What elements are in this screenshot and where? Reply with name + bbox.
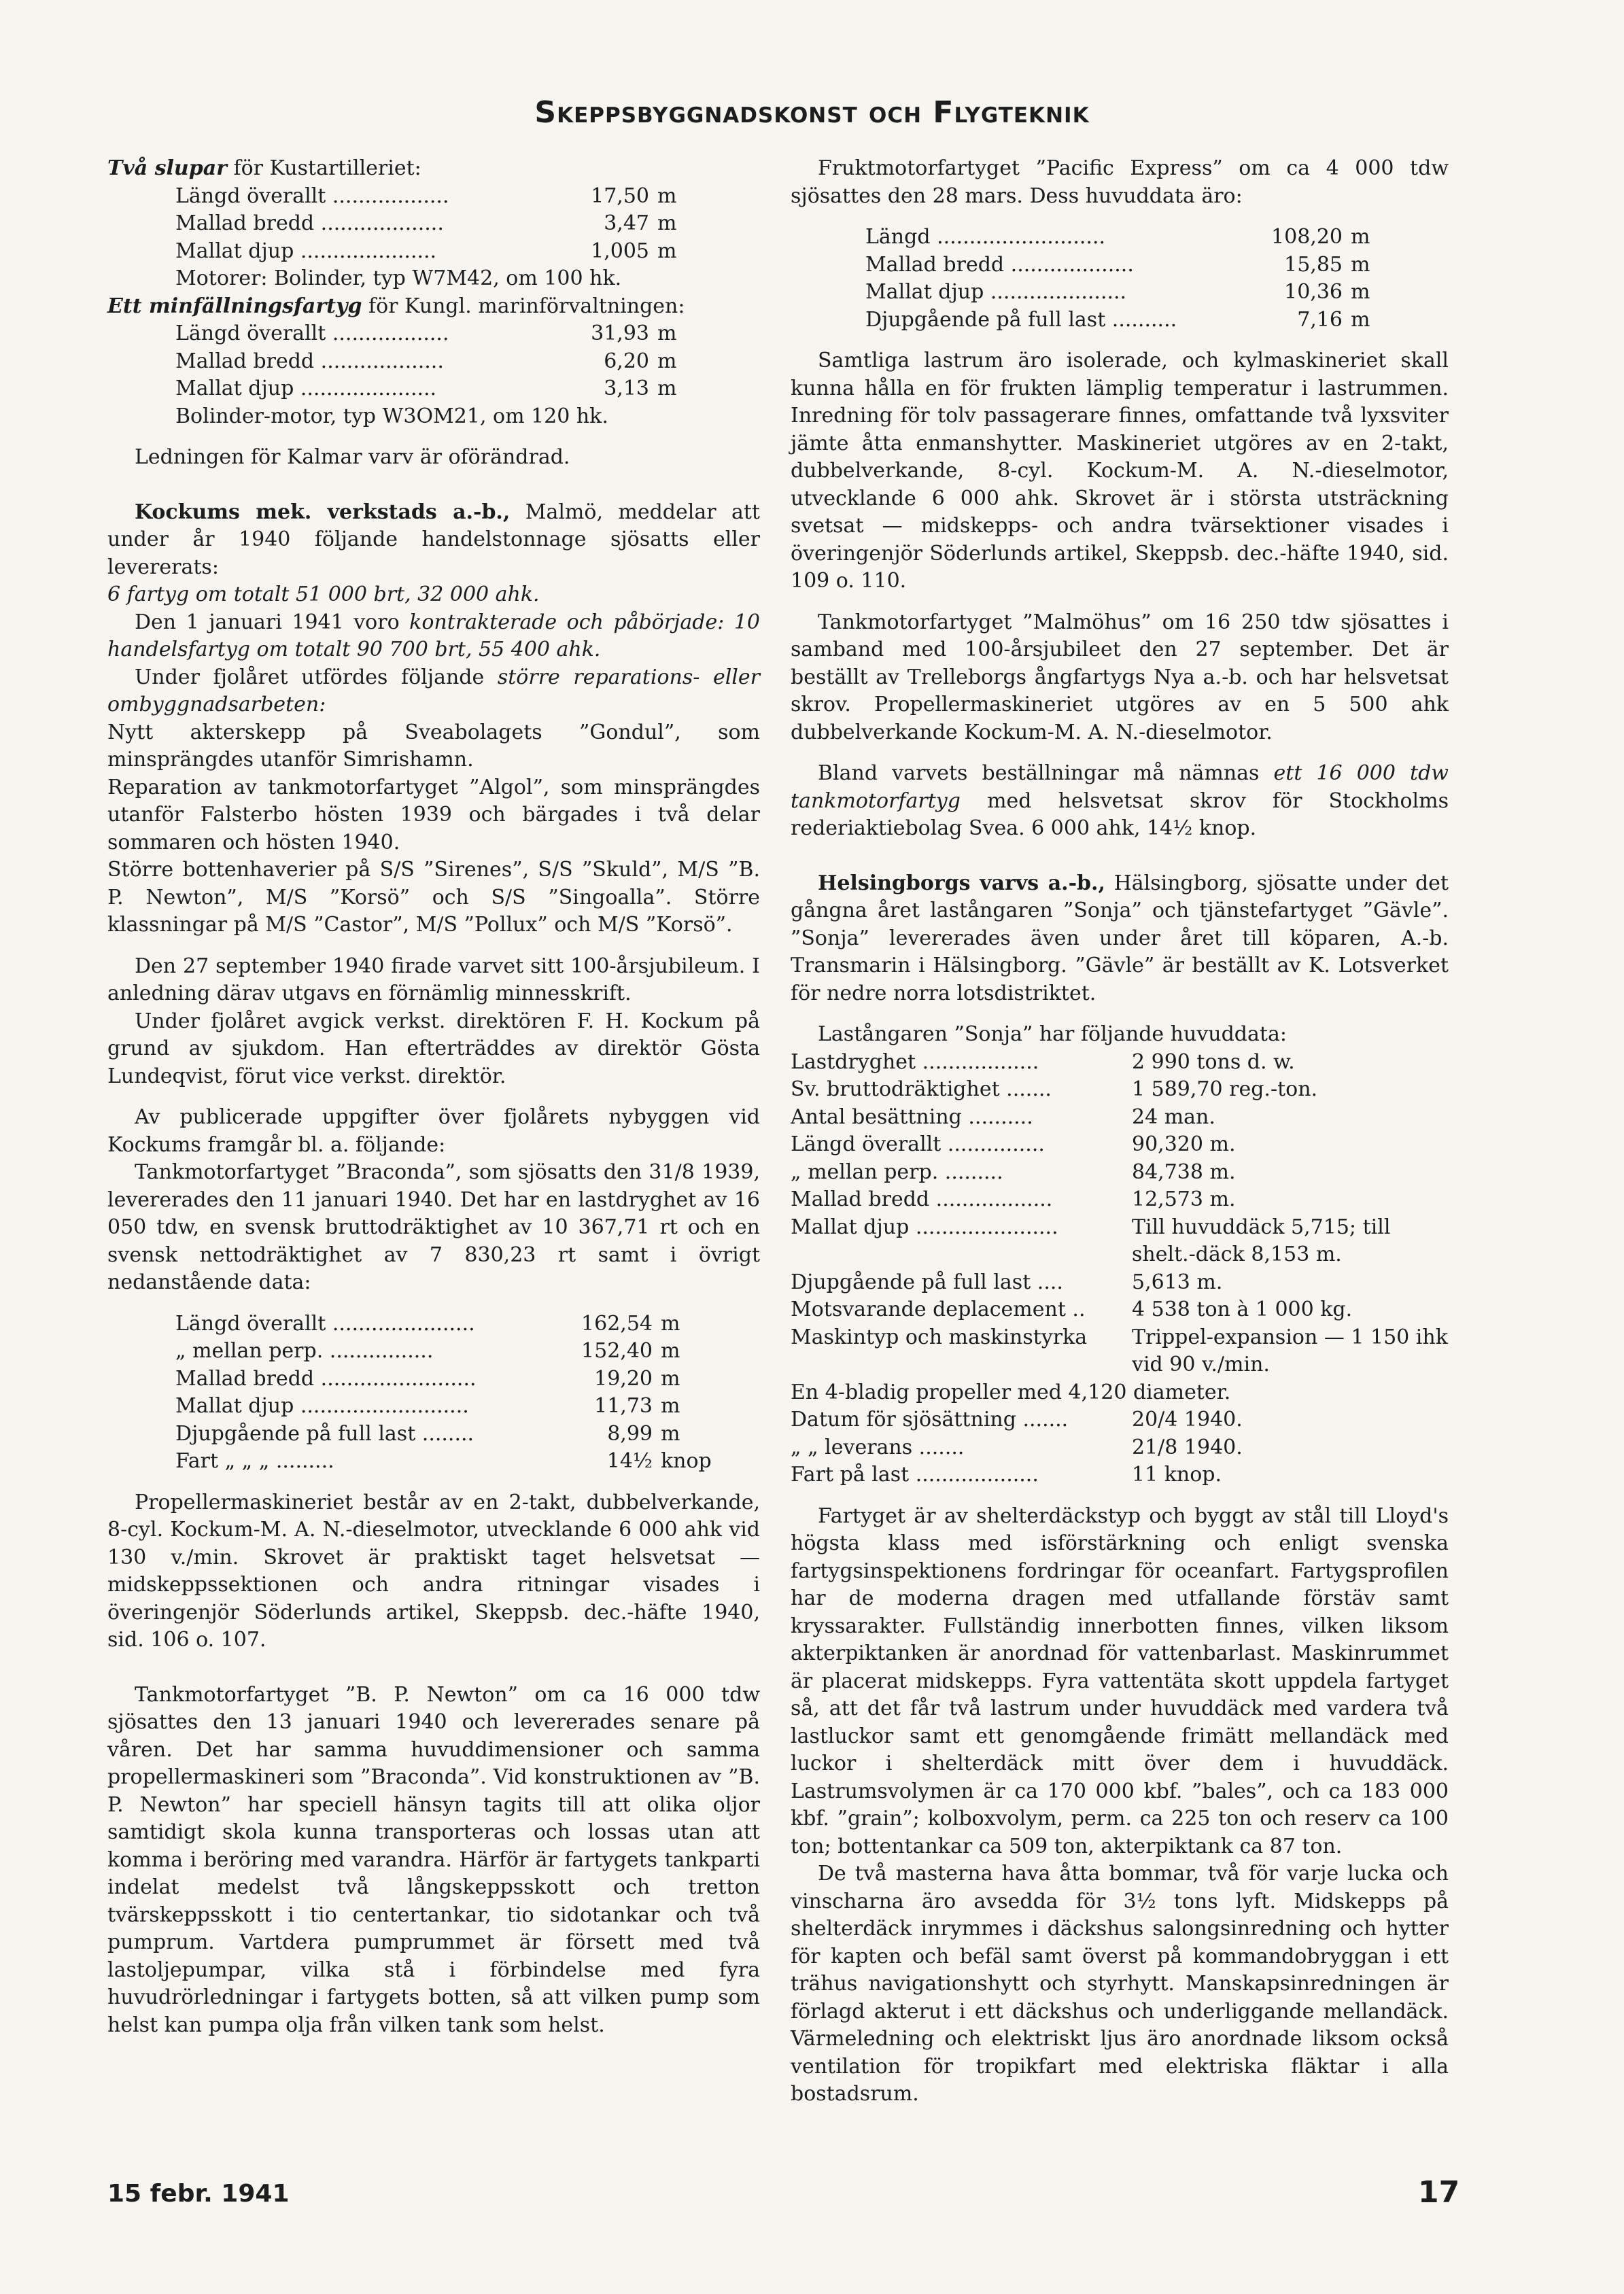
right-column: [791, 155, 1449, 2108]
bestallningar-paragraph: Bland varvets beställningar må nämnas ett 16 000 tdw tankmotorfartyg med helsvetsat skrov för Stockholms rederiaktiebolag Svea. 6 000 ahk, 14½ knop.: [791, 761, 1449, 840]
minfall-motor: Bolinder-motor, typ W3OM21, om 120 hk.: [175, 404, 608, 428]
minfall-specs: Längd överallt .................. 31,93 m Mallad bredd ................... 6,20 m Mallat djup ..................... 3,13 m: [175, 321, 677, 400]
page-number: 17: [1418, 2175, 1460, 2210]
left-column: [107, 155, 760, 2039]
jubileum-paragraph: Den 27 september 1940 firade varvet sitt 100-årsjubileum. I anledning därav utgavs en förnämlig minnesskrift.: [107, 954, 760, 1005]
pacific-specs: Längd .......................... 108,20 m Mallad bredd ................... 15,85 m Mallat djup ..................... 10,36 m Djupgående på full last .......... 7,16 m: [865, 225, 1370, 332]
sonja-specs-2: Datum för sjösättning ....... 20/4 1940. „ „ leverans ....... 21/8 1940. Fart på last ................... 11 knop.: [791, 1408, 1243, 1487]
kockums-contracts: Den 1 januari 1941 voro kontrakterade och påbörjade: 10 handelsfartyg om totalt 90 700 brt, 55 400 ahk.: [107, 610, 760, 661]
braconda-specs: Längd överallt ...................... 162,54 m „ mellan perp. ................ 152,40 m Mallad bredd ........................ 19,20 m Mallat djup .......................... 11,73 m Djupgående på full last ........ 8,99 m Fart „ „ „ ......... 14½ knop: [175, 1311, 712, 1473]
repair-item: Nytt akterskepp på Sveabolagets ”Gondul”, som minsprängdes utanför Simrishamn.: [107, 720, 760, 771]
slupar-motor: Motorer: Bolinder, typ W7M42, om 100 hk.: [175, 266, 622, 290]
repair-item: Reparation av tankmotorfartyget ”Algol”, som minsprängdes utanför Falsterbo hösten 1939 och bärgades i två delar sommaren och hösten 1940.: [107, 775, 760, 854]
masterna-paragraph: De två masterna hava åtta bommar, två för varje lucka och vinscharna äro avsedda för 3½ tons lyft. Midskepps på shelterdäck inrymmes i däckshus salongsinredning och hytter för kapten och befäl samt överst på kommandobryggan i ett trähus navigationshytt och styrhytt. Manskapsinredningen är förlagd akterut i ett däckshus och underliggande mellandäck. Värmeledning och elektriskt ljus äro anordnade liksom också ventilation för tropikfart med elektriska fläktar i alla bostadsrum.: [791, 1862, 1449, 2106]
newton-paragraph: Tankmotorfartyget ”B. P. Newton” om ca 16 000 tdw sjösattes den 13 januari 1940 och levererades senare på våren. Det har samma huvuddimensioner och samma propellermaskineri som ”Braconda”. Vid konstruktionen av ”B. P. Newton” har speciell hänsyn tagits till att olika oljor samtidigt skola kunna transporteras och lossas utan att komma i beröring med varandra. Härför är fartygets tankparti indelat medelst två långskeppsskott och tretton tvärskeppsskott i tio centertankar, tio sidotankar och två pumprum. Vartdera pumprummet är försett med två lastoljepumpar, vilka stå i förbindelse med fyra huvudrörledningar i fartygets botten, så att vilken pump som helst kan pumpa olja från vilken tank som helst.: [107, 1682, 760, 2037]
malmohus-paragraph: Tankmotorfartyget ”Malmöhus” om 16 250 tdw sjösattes i samband med 100-årsjubileet den 27 september. Det är beställt av Trelleborgs ångfartygs Nya a.-b. och har helsvetsat skrov. Propellermaskineriet utgöres av en 5 500 ahk dubbelverkande Kockum-M. A. N.-dieselmotor.: [791, 610, 1449, 744]
pacific-paragraph: Fruktmotorfartyget ”Pacific Express” om ca 4 000 tdw sjösattes den 28 mars. Dess huvuddata äro:: [791, 156, 1449, 208]
kockums-repairs-intro: Under fjolåret utfördes följande större reparations- eller ombyggnadsarbeten:: [107, 665, 760, 716]
lastrum-paragraph: Samtliga lastrum äro isolerade, och kylmaskineriet skall kunna hålla en för frukten lämplig temperatur i lastrummen. Inredning för tolv passagerare finnes, omfattande två lyxsviter jämte åtta enmanshytter. Maskineriet utgöres av en 2-takt, dubbelverkande, 8-cyl. Kockum-M. A. N.-dieselmotor, utvecklande 6 000 ahk. Skrovet är i största utsträckning svetsat — midskepps- och andra tvärsektioner visades i överingenjör Söderlunds artikel, Skeppsb. dec.-häfte 1940, sid. 109 o. 110.: [791, 349, 1449, 593]
sonja-specs: Lastdryghet .................. 2 990 tons d. w. Sv. bruttodräktighet ....... 1 589,70 reg.-ton. Antal besättning .......... 24 man. Längd överallt ............... 90,320 m. „ mellan perp. ......... 84,738 m. Mallad bredd .................. 12,573 m. Mallat djup ...................... Till huvuddäck 5,715; till shelt.-däck 8,153 m. Djupgående på full last .... 5,613 m. Motsvarande deplacement .. 4 538 ton à 1 000 kg. Maskintyp och maskinstyrka Trippel-expansion — 1 150 ihk vid 90 v./min.: [791, 1049, 1448, 1376]
slupar-specs: Längd överallt .................. 17,50 m Mallad bredd ................... 3,47 m Mallat djup ..................... 1,005 m: [175, 184, 677, 263]
repair-item: Större bottenhaverier på S/S ”Sirenes”, S/S ”Skuld”, M/S ”B. P. Newton”, M/S ”Korsö” och S/S ”Singoalla”. Större klassningar på M/S ”Castor”, M/S ”Pollux” och M/S ”Korsö”.: [107, 858, 760, 937]
propeller-paragraph: Propellermaskineriet består av en 2-takt, dubbelverkande, 8-cyl. Kockum-M. A. N.-dieselmotor, utvecklande 6 000 ahk vid 130 v./min. Skrovet är praktiskt taget helsvetsat — midskeppssektionen och andra ritningar visades i överingenjör Söderlunds artikel, Skeppsb. dec.-häfte 1940, sid. 106 o. 107.: [107, 1490, 760, 1652]
publicerade-paragraph: Av publicerade uppgifter över fjolårets nybyggen vid Kockums framgår bl. a. följande:: [107, 1105, 760, 1157]
direktor-paragraph: Under fjolåret avgick verkst. direktören F. H. Kockum på grund av sjukdom. Han efterträddes av direktör Gösta Lundeqvist, förut vice verkst. direktör.: [107, 1009, 760, 1088]
shelter-paragraph: Fartyget är av shelterdäckstyp och byggt av stål till Lloyd's högsta klass med isförstärkning och enligt svenska fartygsinspektionens fordringar för oceanfart. Fartygsprofilen har de moderna dragen med utfallande förstäv samt kryssarakter. Fullständig innerbotten finnes, vilken liksom akterpiktanken är anordnad för vattenbarlast. Maskinrummet är placerat midskepps. Fyra vattentäta skott uppdela fartyget så, att det får två lastrum under huvuddäck med vardera två lastluckor samt ett genomgående frimätt mellandäck med luckor i shelterdäck mitt över dem i huvuddäck. Lastrumsvolymen är ca 170 000 kbf. ”bales”, och ca 183 000 kbf. ”grain”; kolboxvolym, perm. ca 225 ton och reserv ca 100 ton; bottentankar ca 509 ton, akterpiktank ca 87 ton.: [791, 1504, 1449, 1858]
kalmar-paragraph: Ledningen för Kalmar varv är oförändrad.: [135, 445, 570, 469]
slupar-intro: Två slupar för Kustartilleriet:: [107, 156, 421, 180]
page-title: Skeppsbyggnadskonst och Flygteknik: [534, 95, 1090, 130]
kockums-paragraph: Kockums mek. verkstads a.-b., Malmö, meddelar att under år 1940 följande handelstonnage sjösatts eller levererats:: [107, 500, 760, 579]
sonja-intro: Lastångaren ”Sonja” har följande huvuddata:: [818, 1022, 1287, 1046]
helsingborg-paragraph: Helsingborgs varvs a.-b., Hälsingborg, sjösatte under det gångna året lastångaren ”Sonja” och tjänstefartyget ”Gävle”. ”Sonja” levererades även under året till köparen, A.-b. Transmarin i Hälsingborg. ”Gävle” är beställt av K. Lotsverket för nedre norra lotsdistriktet.: [791, 871, 1449, 1005]
kockums-totals: 6 fartyg om totalt 51 000 brt, 32 000 ahk.: [107, 583, 540, 606]
sonja-propeller: En 4-bladig propeller med 4,120 diameter.: [791, 1380, 1231, 1404]
braconda-paragraph: Tankmotorfartyget ”Braconda”, som sjösatts den 31/8 1939, levererades den 11 januari 1940. Det har en lastdryghet av 16 050 tdw, en svensk bruttodräktighet av 10 367,71 rt och en svensk nettodräktighet av 7 830,23 rt samt i övrigt nedanstående data:: [107, 1160, 760, 1294]
issue-date: 15 febr. 1941: [107, 2180, 290, 2208]
minfall-intro: Ett minfällningsfartyg för Kungl. marinförvaltningen:: [107, 294, 685, 318]
